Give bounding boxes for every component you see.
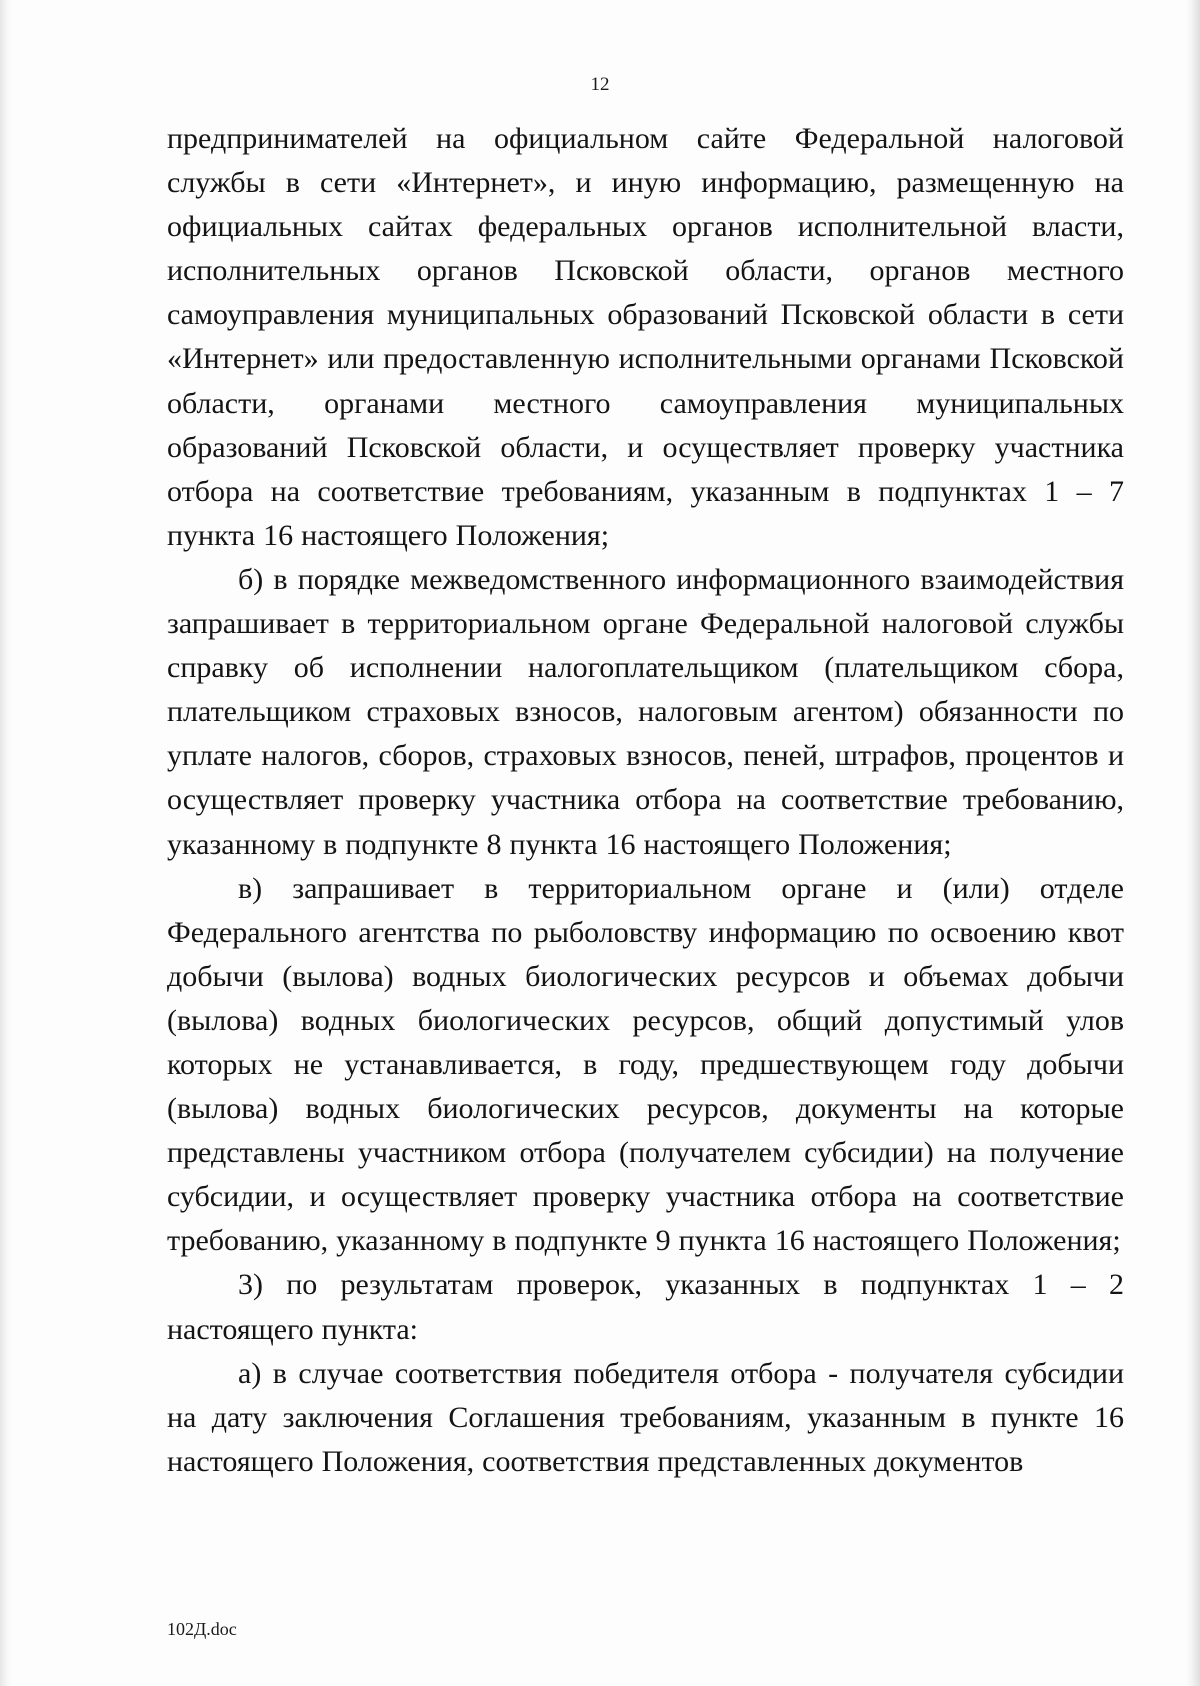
paragraph-subitem-b: б) в порядке межведомственного информационного взаимодействия запрашивает в территориальном органе Федеральной налоговой службы справку об исполнении налогоплательщиком (плательщиком сбора, плательщиком страховых взносов, налоговым агентом) обязанности по уплате налогов, сборов, страховых взносов, пеней, штрафов, процентов и осуществляет проверку участника отбора на соответствие требованию, указанному в подпункте 8 пункта 16 настоящего Положения; [167, 562, 1124, 861]
paragraph-item-3: 3) по результатам проверок, указанных в подпунктах 1 – 2 настоящего пункта: [167, 1268, 1124, 1346]
paragraph-subitem-a: а) в случае соответствия победителя отбора - получателя субсидии на дату заключения Соглашения требованиям, указанным в пункте 16 настоящего Положения, соответствия представленных документов [167, 1356, 1124, 1478]
paragraph-subitem-v: в) запрашивает в территориальном органе и (или) отделе Федерального агентства по рыболовству информацию по освоению квот добычи (вылова) водных биологических ресурсов и объемах добычи (вылова) водных биологических ресурсов, общий допустимый улов которых не устанавливается, в году, предшествующем году добычи (вылова) водных биологических ресурсов, документы на которые представлены участником отбора (получателем субсидии) на получение субсидии, и осуществляет проверку участника отбора на соответствие требованию, указанному в подпункте 9 пункта 16 настоящего Положения; [167, 871, 1124, 1258]
scan-edge-left [0, 0, 12, 1686]
document-body [167, 117, 1124, 1484]
footer-filename: 102Д.doc [167, 1619, 237, 1639]
paragraph-continuation: предпринимателей на официальном сайте Федеральной налоговой службы в сети «Интернет», и иную информацию, размещенную на официальных сайтах федеральных органов исполнительной власти, исполнительных органов Псковской области, органов местного самоуправления муниципальных образований Псковской области в сети «Интернет» или предоставленную исполнительными органами Псковской области, органами местного самоуправления муниципальных образований Псковской области, и осуществляет проверку участника отбора на соответствие требованиям, указанным в подпунктах 1 – 7 пункта 16 настоящего Положения; [167, 122, 1124, 552]
scan-edge-right [1186, 0, 1200, 1686]
page-number: 12 [590, 74, 610, 95]
